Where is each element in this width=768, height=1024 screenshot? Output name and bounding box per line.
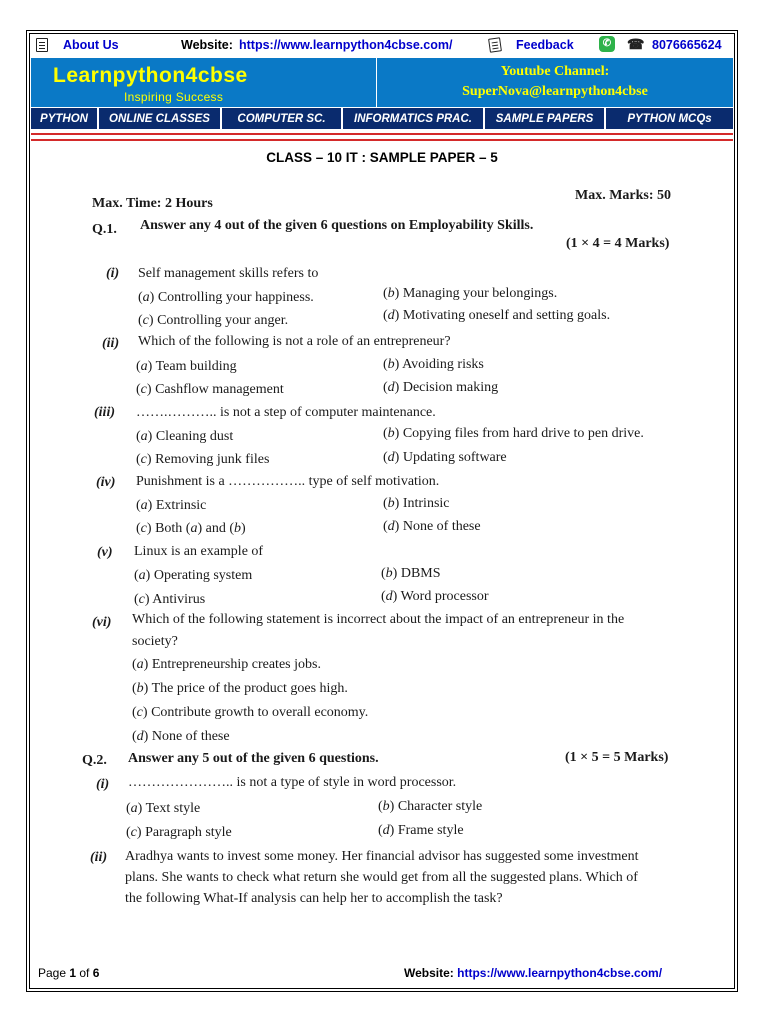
document-icon [36,37,48,52]
footer-website-link[interactable]: https://www.learnpython4cbse.com/ [457,966,663,980]
option-c: (c) Controlling your anger. [138,313,289,328]
q1-part-label: (iv) [96,475,116,490]
question-line: the following What-If analysis can help her to accomplish the task? [125,891,503,906]
q1-marks: (1 × 4 = 4 Marks) [566,236,670,251]
q1-part-label: (ii) [102,336,120,351]
site-banner [31,58,733,107]
question-stem: Punishment is a …………….. type of self motivation. [136,474,440,489]
option-d: (d) Motivating oneself and setting goals. [383,308,611,323]
option-a: (a) Cleaning dust [136,429,234,444]
nav-tab-informatics-prac[interactable]: INFORMATICS PRAC. [343,108,485,129]
option-b: (b) Character style [378,799,483,814]
youtube-channel-label: Youtube Channel: [500,64,610,79]
option-a: (a) Team building [136,359,237,374]
option-a: (a) Entrepreneurship creates jobs. [132,657,321,672]
nav-tab-python[interactable]: PYTHON [31,108,99,129]
top-info-bar [31,35,733,57]
question-line: plans. She wants to check what return she would get from all the suggested plans. Which of [125,870,638,885]
q1-heading: Answer any 4 out of the given 6 questions on Employability Skills. [140,218,534,233]
max-time: Max. Time: 2 Hours [92,196,213,211]
nav-tab-sample-papers[interactable]: SAMPLE PAPERS [485,108,606,129]
option-d: (d) Word processor [381,589,489,604]
red-rule-top [31,133,733,135]
website-link[interactable]: https://www.learnpython4cbse.com/ [239,38,453,52]
question-stem: …….……….. is not a step of computer maintenance. [136,405,436,420]
website-label: Website: [181,38,233,52]
option-b: (b) The price of the product goes high. [132,681,348,696]
option-c: (c) Cashflow management [136,382,284,397]
option-a: (a) Operating system [134,568,253,583]
option-c: (c) Both (a) and (b) [136,521,246,536]
option-a: (a) Controlling your happiness. [138,290,314,305]
brand-logo-text[interactable]: Learnpython4cbse [53,64,248,87]
paper-title: CLASS – 10 IT : SAMPLE PAPER – 5 [266,150,498,165]
question-stem: Which of the following is not a role of an entrepreneur? [138,334,451,349]
q1-part-label: (vi) [92,615,112,630]
option-d: (d) Updating software [383,450,507,465]
q2-part-label: (i) [96,777,110,792]
option-d: (d) None of these [383,519,481,534]
option-b: (b) DBMS [381,566,441,581]
footer-website [404,966,662,980]
question-stem-cont: society? [132,634,178,649]
option-c: (c) Antivirus [134,592,206,607]
nav-bar [31,108,733,129]
q2-heading: Answer any 5 out of the given 6 questions. [128,751,379,766]
page-indicator: Page 1 of 6 [38,966,100,980]
phone-number[interactable]: 8076665624 [652,38,722,52]
about-us-link[interactable]: About Us [63,38,119,52]
q1-number: Q.1. [92,222,117,237]
red-rule-bottom [31,139,733,141]
nav-tab-online-classes[interactable]: ONLINE CLASSES [99,108,222,129]
option-c: (c) Removing junk files [136,452,270,467]
feedback-icon [489,37,501,52]
option-b: (b) Managing your belongings. [383,286,558,301]
option-b: (b) Intrinsic [383,496,450,511]
option-c: (c) Contribute growth to overall economy. [132,705,369,720]
nav-tab-python-mcqs[interactable]: PYTHON MCQs [627,112,712,125]
option-d: (d) None of these [132,729,230,744]
option-b: (b) Copying files from hard drive to pen drive. [383,426,644,441]
q2-number: Q.2. [82,753,107,768]
q1-part-label: (v) [97,545,113,560]
phone-icon: ☎ [627,36,645,52]
option-a: (a) Extrinsic [136,498,207,513]
nav-tab-computer-sc[interactable]: COMPUTER SC. [222,108,343,129]
footer-website-label: Website: [404,966,454,980]
question-stem: ………………….. is not a type of style in word processor. [128,775,457,790]
option-d: (d) Decision making [383,380,499,395]
option-a: (a) Text style [126,801,201,816]
max-marks: Max. Marks: 50 [575,188,672,203]
feedback-link[interactable]: Feedback [516,38,574,52]
q1-part-label: (i) [106,266,120,281]
question-line: Aradhya wants to invest some money. Her financial advisor has suggested some investment [125,849,639,864]
youtube-channel-name[interactable]: SuperNova@learnpython4cbse [462,84,648,99]
q1-part-label: (iii) [94,405,115,420]
q2-marks: (1 × 5 = 5 Marks) [565,750,669,765]
page-border-inner [29,33,735,989]
question-stem: Linux is an example of [134,544,264,559]
option-b: (b) Avoiding risks [383,357,484,372]
question-stem: Which of the following statement is incorrect about the impact of an entrepreneur in the [132,612,625,627]
brand-tagline: Inspiring Success [124,90,224,104]
option-c: (c) Paragraph style [126,825,232,840]
question-stem: Self management skills refers to [138,266,319,281]
whatsapp-icon: ✆ [599,36,615,52]
option-d: (d) Frame style [378,823,464,838]
q2-part-label: (ii) [90,850,108,865]
